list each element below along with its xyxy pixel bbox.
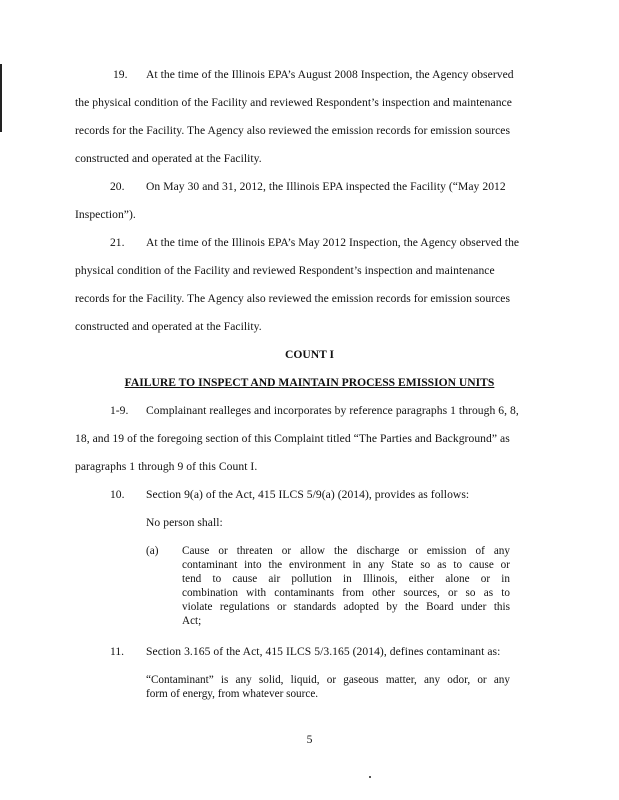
paragraph-19-line-3: records for the Facility. The Agency also reviewed the emission records for emission sources: [75, 124, 511, 137]
paragraph-19-line-4: constructed and operated at the Facility.: [75, 152, 262, 165]
paragraph-1-9-line-2: 18, and 19 of the foregoing section of this Complaint titled “The Parties and Background” as: [75, 432, 510, 445]
paragraph-10-item-line-3: tend to cause air pollution in Illinois, either alone or in: [182, 573, 510, 585]
paragraph-21-line-2: physical condition of the Facility and reviewed Respondent’s inspection and maintenance: [75, 264, 495, 277]
paragraph-21-number: 21.: [110, 236, 125, 249]
count-subheading: [0, 376, 619, 389]
paragraph-1-9-line-3: paragraphs 1 through 9 of this Count I.: [75, 460, 258, 473]
paragraph-21-line-1: At the time of the Illinois EPA’s May 2012 Inspection, the Agency observed the: [146, 236, 520, 249]
paragraph-10-item-line-4: combination with contaminants from other sources, or so as to: [182, 587, 510, 599]
scan-speck: [369, 776, 371, 778]
paragraph-10-item-label: (a): [146, 545, 159, 557]
paragraph-20-number: 20.: [110, 180, 125, 193]
paragraph-1-9-number: 1-9.: [110, 404, 129, 417]
paragraph-20-line-2: Inspection”).: [75, 208, 136, 221]
count-heading: COUNT I: [284, 348, 335, 361]
paragraph-19-line-2: the physical condition of the Facility and reviewed Respondent’s inspection and maintenance: [75, 96, 512, 109]
paragraph-10-quote-intro: No person shall:: [146, 516, 223, 529]
count-subheading-text: FAILURE TO INSPECT AND MAINTAIN PROCESS EMISSION UNITS: [124, 376, 495, 389]
scan-edge-mark: [0, 64, 2, 132]
paragraph-21-line-3: records for the Facility. The Agency also reviewed the emission records for emission sources: [75, 292, 511, 305]
paragraph-10-item-line-6: Act;: [182, 615, 202, 627]
paragraph-1-9-line-1: Complainant realleges and incorporates by reference paragraphs 1 through 6, 8,: [146, 404, 519, 417]
paragraph-21-line-4: constructed and operated at the Facility.: [75, 320, 262, 333]
paragraph-11-quote-line-2: form of energy, from whatever source.: [146, 688, 319, 700]
paragraph-19-number: 19.: [113, 68, 128, 81]
paragraph-20-line-1: On May 30 and 31, 2012, the Illinois EPA inspected the Facility (“May 2012: [146, 180, 506, 193]
paragraph-11-number: 11.: [110, 645, 125, 658]
paragraph-19-line-1: At the time of the Illinois EPA’s August 2008 Inspection, the Agency observed: [146, 68, 514, 81]
paragraph-10-number: 10.: [110, 488, 125, 501]
paragraph-10-item-line-2: contaminant into the environment in any State so as to cause or: [182, 559, 510, 571]
paragraph-10-text: Section 9(a) of the Act, 415 ILCS 5/9(a) (2014), provides as follows:: [146, 488, 470, 501]
paragraph-11-quote-line-1: “Contaminant” is any solid, liquid, or gaseous matter, any odor, or any: [146, 674, 510, 686]
paragraph-11-text: Section 3.165 of the Act, 415 ILCS 5/3.165 (2014), defines contaminant as:: [146, 645, 501, 658]
paragraph-10-item-line-1: Cause or threaten or allow the discharge or emission of any: [182, 545, 510, 557]
page-number: 5: [306, 733, 313, 746]
paragraph-10-item-line-5: violate regulations or standards adopted by the Board under this: [182, 601, 510, 613]
